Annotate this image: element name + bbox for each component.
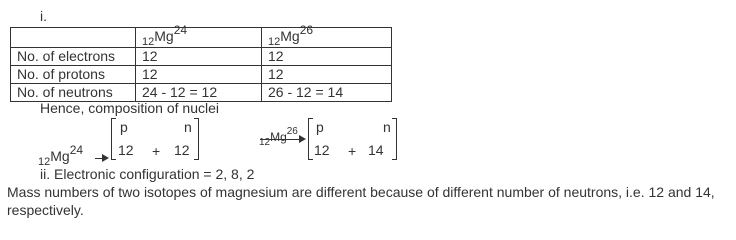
mg24-value: 24 - 12 = 12: [136, 84, 262, 102]
mg26-value: 26 - 12 = 14: [262, 84, 392, 102]
short-arrow-head: [102, 154, 109, 162]
table-header-row: [11, 28, 392, 48]
table-row: [11, 84, 392, 102]
row-label: No. of protons: [11, 66, 136, 84]
row-label: No. of electrons: [11, 48, 136, 66]
matrix1-left-bracket: [111, 118, 116, 160]
table-row: [11, 66, 392, 84]
matrix2-plus: +: [348, 143, 357, 159]
mg26-value: 12: [262, 66, 392, 84]
electronic-configuration: ii. Electronic configuration = 2, 8, 2: [40, 166, 255, 182]
header-mg24: [136, 23, 262, 48]
matrix2-left-bracket: [308, 118, 313, 160]
long-arrow-line: [260, 139, 300, 140]
long-arrow-head: [299, 135, 306, 143]
matrix1-p-label: p: [120, 119, 128, 135]
header-empty-cell: [11, 28, 136, 48]
matrix1-plus: +: [152, 143, 161, 159]
matrix1-n-value: 12: [174, 142, 190, 158]
matrix1-p-value: 12: [118, 142, 134, 158]
conclusion-line-2: respectively.: [7, 202, 84, 218]
mg24-symbol: $_{12}$Mg24: [38, 143, 84, 168]
row-label: No. of neutrons: [11, 84, 136, 102]
mg26-symbol: $_{12}Mg^{26}$: [258, 126, 298, 148]
conclusion-line-1: Mass numbers of two isotopes of magnesium are different because of different number of neutrons, i.e. 12 and 14,: [7, 184, 715, 200]
mg26-header-symbol: $_{12}$Mg26: [268, 23, 314, 48]
header-mg26: [262, 23, 392, 48]
isotope-table: [10, 23, 392, 102]
composition-text: Hence, composition of nuclei: [40, 100, 219, 116]
part-i-label: i.: [40, 8, 47, 24]
mg24-value: 12: [136, 48, 262, 66]
matrix2-p-label: p: [316, 119, 324, 135]
matrix2-n-value: 14: [368, 142, 384, 158]
mg26-value: 12: [262, 48, 392, 66]
table-row: [11, 48, 392, 66]
matrix2-right-bracket: [392, 118, 397, 160]
matrix1-n-label: n: [184, 119, 192, 135]
mg24-value: 12: [136, 66, 262, 84]
matrix1-right-bracket: [194, 118, 199, 160]
mg24-header-symbol: $_{12}$Mg24: [142, 23, 188, 48]
matrix2-p-value: 12: [314, 142, 330, 158]
matrix2-n-label: n: [383, 119, 391, 135]
